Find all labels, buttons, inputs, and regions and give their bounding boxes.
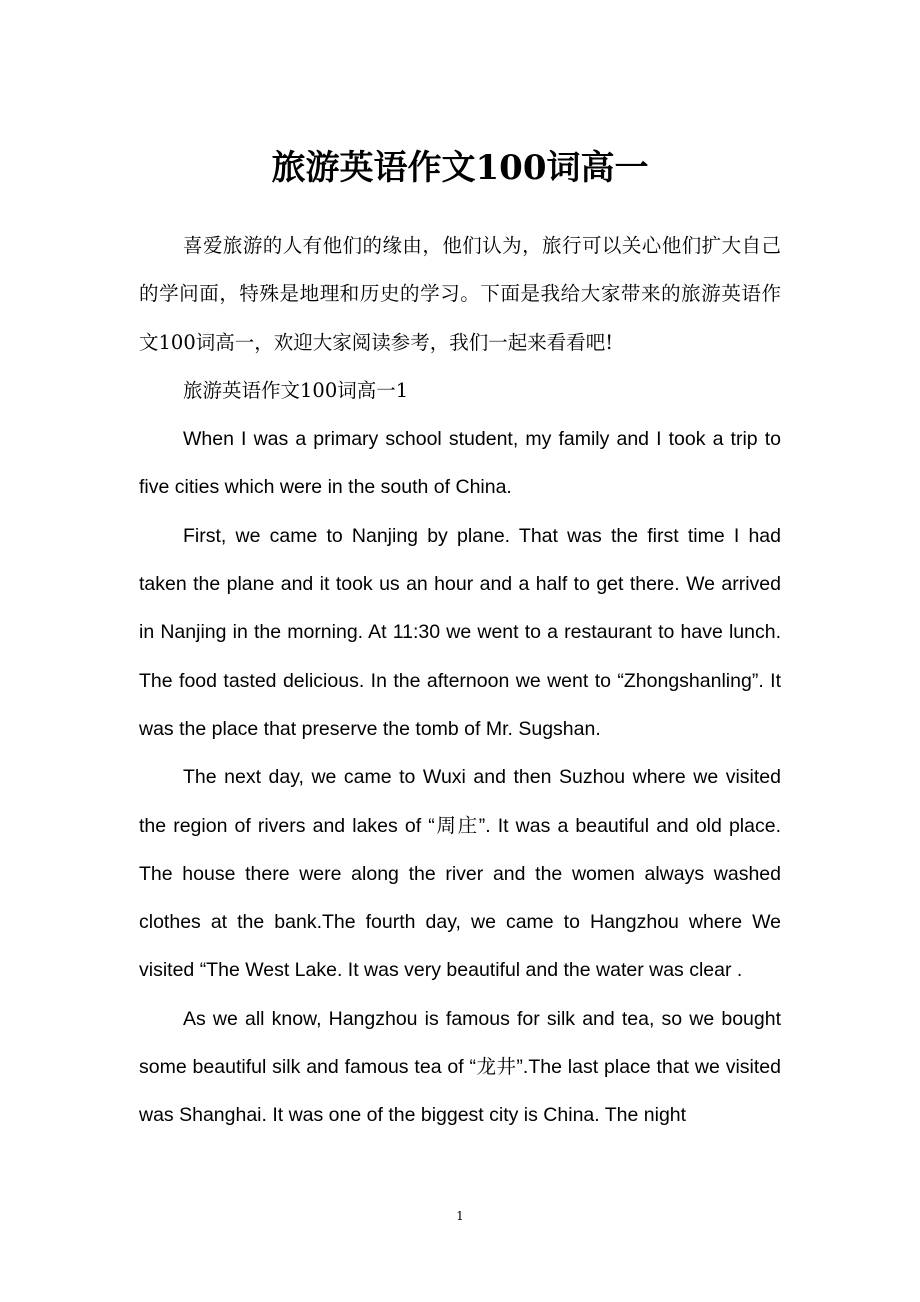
- essay-paragraph: As we all know, Hangzhou is famous for silk and tea, so we bought some beautiful silk and famous tea of “龙井”.The last place that we visited was Shanghai. It was one of the biggest city is China. The night: [139, 1007, 781, 1127]
- essay-paragraph: First, we came to Nanjing by plane. That was the first time I had taken the plane and it took us an hour and a half to get there. We arrived in Nanjing in the morning. At 11:30 we went to a restaurant to have lunch. The food tasted delicious. In the afternoon we went to “Zhongshanling”. It was the place that preserve the tomb of Mr. Sugshan.: [139, 524, 781, 740]
- essay-paragraph: The next day, we came to Wuxi and then Suzhou where we visited the region of rivers and lakes of “周庄”. It was a beautiful and old place. The house there were along the river and the women always washed clothes at the bank.The fourth day, we came to Hangzhou where We visited “The West Lake. It was very beautiful and the water was clear .: [139, 766, 781, 982]
- document-title: 旅游英语作文100词高一: [271, 148, 649, 188]
- document-body: [139, 222, 781, 1140]
- essay-paragraph: When I was a primary school student, my family and I took a trip to five cities which were in the south of China.: [139, 428, 781, 499]
- section-heading: 旅游英语作文100词高一1: [183, 378, 409, 402]
- intro-paragraph: 喜爱旅游的人有他们的缘由，他们认为，旅行可以关心他们扩大自己的学问面，特殊是地理和历史的学习。下面是我给大家带来的旅游英语作文100词高一，欢迎大家阅读参考，我们一起来看看吧!: [139, 234, 781, 354]
- page-number: 1: [456, 1209, 464, 1223]
